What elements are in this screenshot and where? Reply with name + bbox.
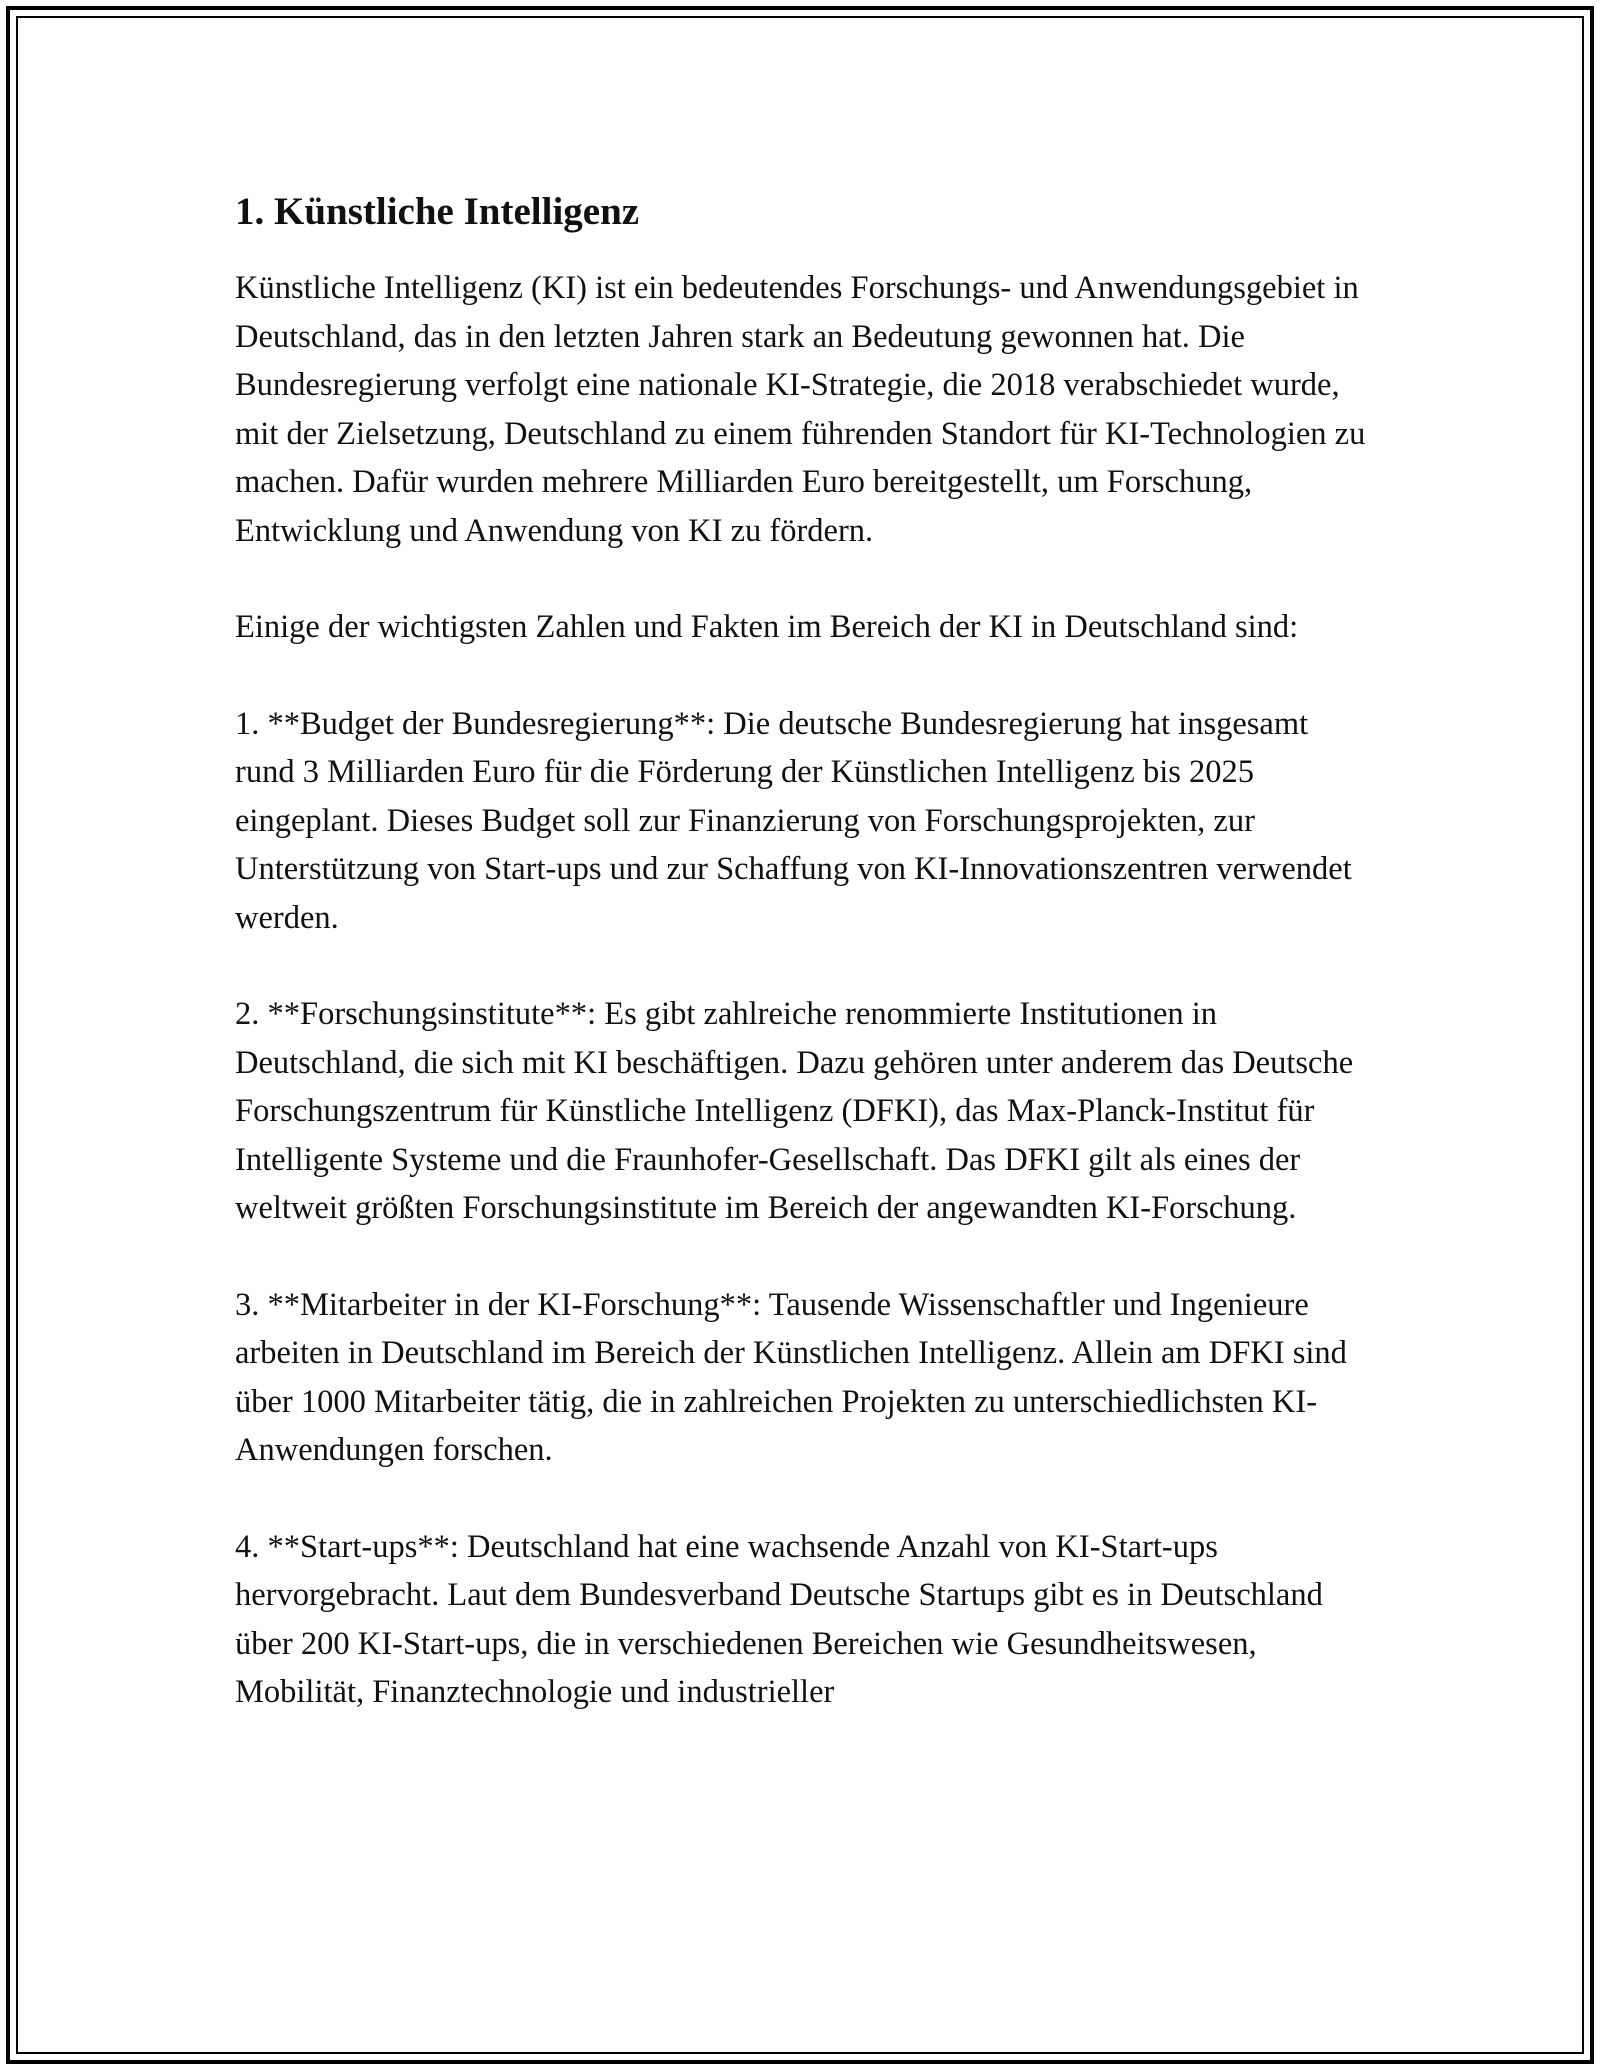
document-body xyxy=(235,186,1375,1717)
list-item-staff: 3. **Mitarbeiter in der KI-Forschung**: Tausende Wissenschaftler und Ingenieure arbeiten in Deutschland im Bereich der Künstlichen Intelligenz. Allein am DFKI sind über 1000 Mitarbeiter tätig, die in zahlreichen Projekten zu unterschiedlichsten KI-Anwendungen forschen. xyxy=(235,1286,1347,1468)
intro-paragraph: Künstliche Intelligenz (KI) ist ein bedeutendes Forschungs- und Anwendungsgebiet in Deutschland, das in den letzten Jahren stark an Bedeutung gewonnen hat. Die Bundesregierung verfolgt eine nationale KI-Strategie, die 2018 verabschiedet wurde, mit der Zielsetzung, Deutschland zu einem führenden Standort für KI-Technologien zu machen. Dafür wurden mehrere Milliarden Euro bereitgestellt, um Forschung, Entwicklung und Anwendung von KI zu fördern. xyxy=(235,270,1366,549)
list-item-budget: 1. **Budget der Bundesregierung**: Die deutsche Bundesregierung hat insgesamt rund 3 Milliarden Euro für die Förderung der Künstlichen Intelligenz bis 2025 eingeplant. Dieses Budget soll zur Finanzierung von Forschungsprojekten, zur Unterstützung von Start-ups und zur Schaffung von KI-Innovationszentren verwendet werden. xyxy=(235,705,1352,936)
list-item-startups: 4. **Start-ups**: Deutschland hat eine wachsende Anzahl von KI-Start-ups hervorgebracht. Laut dem Bundesverband Deutsche Startups gibt es in Deutschland über 200 KI-Start-ups, die in verschiedenen Bereichen wie Gesundheitswesen, Mobilität, Finanztechnologie und industrieller xyxy=(235,1528,1323,1710)
list-item-research-institutes: 2. **Forschungsinstitute**: Es gibt zahlreiche renommierte Institutionen in Deutschland, die sich mit KI beschäftigen. Dazu gehören unter anderem das Deutsche Forschungszentrum für Künstliche Intelligenz (DFKI), das Max-Planck-Institut für Intelligente Systeme und die Fraunhofer-Gesellschaft. Das DFKI gilt als eines der weltweit größten Forschungsinstitute im Bereich der angewandten KI-Forschung. xyxy=(235,996,1354,1226)
section-heading: 1. Künstliche Intelligenz xyxy=(235,190,640,233)
lead-in-paragraph: Einige der wichtigsten Zahlen und Fakten im Bereich der KI in Deutschland sind: xyxy=(235,609,1299,645)
